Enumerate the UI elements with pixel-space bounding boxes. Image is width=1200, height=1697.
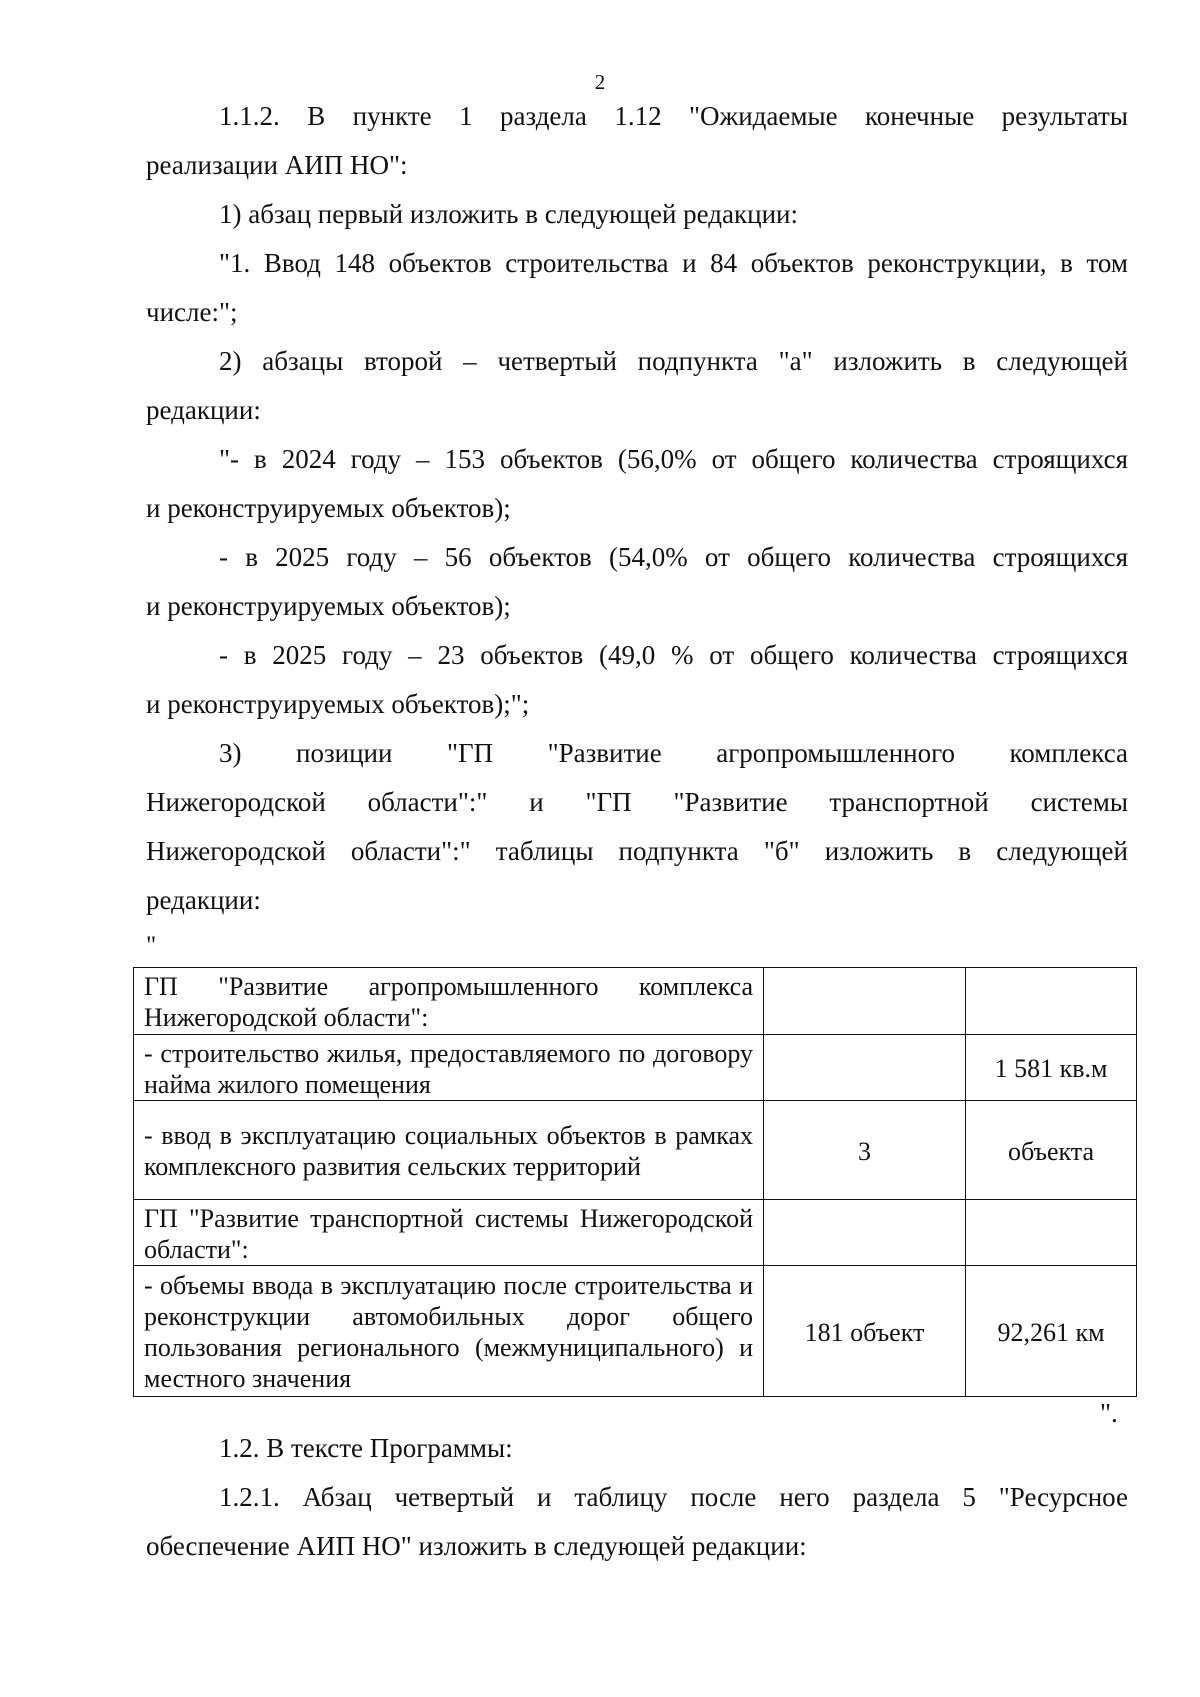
table-cell	[764, 968, 966, 1035]
paragraph-line: 1) абзац первый изложить в следующей редакции:	[219, 199, 798, 229]
paragraph-1-1-2	[146, 92, 1128, 925]
paragraph-line: реализации АИП НО":	[146, 150, 408, 180]
paragraph-line: и реконструируемых объектов);	[146, 493, 511, 523]
table-cell	[764, 1035, 966, 1101]
table-cell: - объемы ввода в эксплуатацию после строительства и реконструкции автомобильных дорог общего пользования регионального (межмуниципального) и местного значения	[134, 1266, 764, 1397]
table-cell	[966, 968, 1137, 1035]
paragraph-line: Нижегородской области":" таблицы подпункта "б" изложить в следующей	[146, 836, 1128, 866]
paragraph-line: - в 2025 году – 56 объектов (54,0% от общего количества строящихся	[219, 542, 1128, 572]
paragraph-line: редакции:	[146, 395, 261, 425]
paragraph-line: и реконструируемых объектов);";	[146, 689, 530, 719]
paragraph-1-2	[146, 1424, 1128, 1571]
paragraph-line: и реконструируемых объектов);	[146, 591, 511, 621]
table-row	[134, 968, 1137, 1035]
paragraph-line: Нижегородской области":" и "ГП "Развитие транспортной системы	[146, 787, 1128, 817]
page-number: 2	[594, 70, 606, 94]
table-cell: ГП "Развитие агропромышленного комплекса Нижегородской области":	[134, 968, 764, 1035]
table-cell	[966, 1200, 1137, 1266]
paragraph-line: числе:";	[146, 297, 238, 327]
table-cell	[764, 1200, 966, 1266]
table-cell: - ввод в эксплуатацию социальных объектов в рамках комплексного развития сельских территорий	[134, 1101, 764, 1200]
table-row	[134, 1101, 1137, 1200]
paragraph-line: 1.1.2. В пункте 1 раздела 1.12 "Ожидаемые конечные результаты	[219, 101, 1128, 131]
table-cell: 3	[764, 1101, 966, 1200]
table-row	[134, 1035, 1137, 1101]
paragraph-line: - в 2025 году – 23 объектов (49,0 % от общего количества строящихся	[219, 640, 1128, 670]
table-row	[134, 1266, 1137, 1397]
table-cell: ГП "Развитие транспортной системы Нижегородской области":	[134, 1200, 764, 1266]
paragraph-line: 1.2. В тексте Программы:	[219, 1433, 513, 1463]
table-cell: 1 581 кв.м	[966, 1035, 1137, 1101]
paragraph-line: 1.2.1. Абзац четвертый и таблицу после него раздела 5 "Ресурсное	[219, 1482, 1128, 1512]
paragraph-line: редакции:	[146, 885, 261, 915]
paragraph-line: 3) позиции "ГП "Развитие агропромышленного комплекса	[219, 738, 1128, 768]
table-cell: объекта	[966, 1101, 1137, 1200]
results-table	[133, 967, 1137, 1397]
paragraph-line: "1. Ввод 148 объектов строительства и 84 объектов реконструкции, в том	[219, 248, 1128, 278]
table-cell: 92,261 км	[966, 1266, 1137, 1397]
table-row	[134, 1200, 1137, 1266]
closing-quote: ".	[1100, 1398, 1118, 1428]
paragraph-line: "- в 2024 году – 153 объектов (56,0% от общего количества строящихся	[219, 444, 1128, 474]
paragraph-line: 2) абзацы второй – четвертый подпункта "а" изложить в следующей	[219, 346, 1128, 376]
table-cell: - строительство жилья, предоставляемого по договору найма жилого помещения	[134, 1035, 764, 1101]
opening-quote: "	[146, 932, 157, 959]
paragraph-line: обеспечение АИП НО" изложить в следующей редакции:	[146, 1531, 807, 1561]
table-cell: 181 объект	[764, 1266, 966, 1397]
